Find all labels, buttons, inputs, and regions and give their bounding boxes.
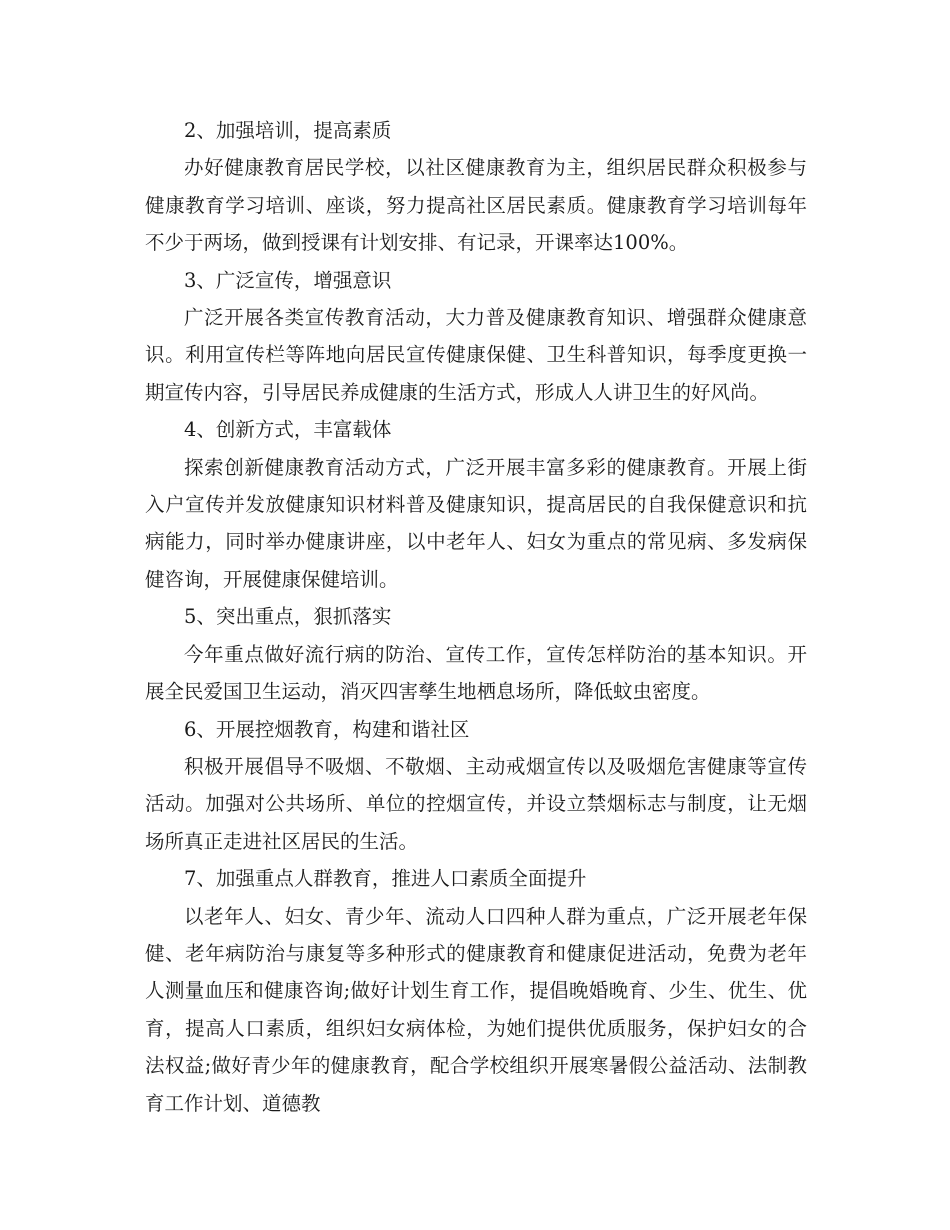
section-heading-7: 7、加强重点人群教育，推进人口素质全面提升 (184, 867, 587, 891)
section-paragraph-6: 积极开展倡导不吸烟、不敬烟、主动戒烟宣传以及吸烟危害健康等宣传活动。加强对公共场所、单位的控烟宣传，并设立禁烟标志与制度，让无烟场所真正走进社区居民的生活。 (145, 754, 807, 853)
section-heading-2: 2、加强培训，提高素质 (184, 119, 392, 142)
section-heading-4: 4、创新方式，丰富载体 (184, 418, 392, 442)
section-paragraph-2: 办好健康教育居民学校，以社区健康教育为主，组织居民群众积极参与健康教育学习培训、座谈，努力提高社区居民素质。健康教育学习培训每年不少于两场，做到授课有计划安排、有记录，开课率达100%。 (145, 156, 807, 255)
section-heading-6: 6、开展控烟教育，构建和谐社区 (184, 717, 470, 741)
section-paragraph-5: 今年重点做好流行病的防治、宣传工作，宣传怎样防治的基本知识。开展全民爱国卫生运动，消灭四害孳生地栖息场所，降低蚊虫密度。 (145, 642, 807, 704)
section-paragraph-7: 以老年人、妇女、青少年、流动人口四种人群为重点，广泛开展老年保健、老年病防治与康复等多种形式的健康教育和健康促进活动，免费为老年人测量血压和健康咨询;做好计划生育工作，提倡晚婚晚育、少生、优生、优育，提高人口素质，组织妇女病体检，为她们提供优质服务，保护妇女的合法权益;做好青少年的健康教育，配合学校组织开展寒暑假公益活动、法制教育工作计划、道德教 (145, 904, 807, 1115)
section-heading-3: 3、广泛宣传，增强意识 (184, 268, 392, 292)
document-body (145, 112, 807, 1122)
section-paragraph-4: 探索创新健康教育活动方式，广泛开展丰富多彩的健康教育。开展上街入户宣传并发放健康知识材料普及健康知识，提高居民的自我保健意识和抗病能力，同时举办健康讲座，以中老年人、妇女为重点的常见病、多发病保健咨询，开展健康保健培训。 (145, 455, 807, 591)
section-heading-5: 5、突出重点，狠抓落实 (184, 605, 392, 629)
section-paragraph-3: 广泛开展各类宣传教育活动，大力普及健康教育知识、增强群众健康意识。利用宣传栏等阵地向居民宣传健康保健、卫生科普知识，每季度更换一期宣传内容，引导居民养成健康的生活方式，形成人人讲卫生的好风尚。 (145, 306, 807, 404)
